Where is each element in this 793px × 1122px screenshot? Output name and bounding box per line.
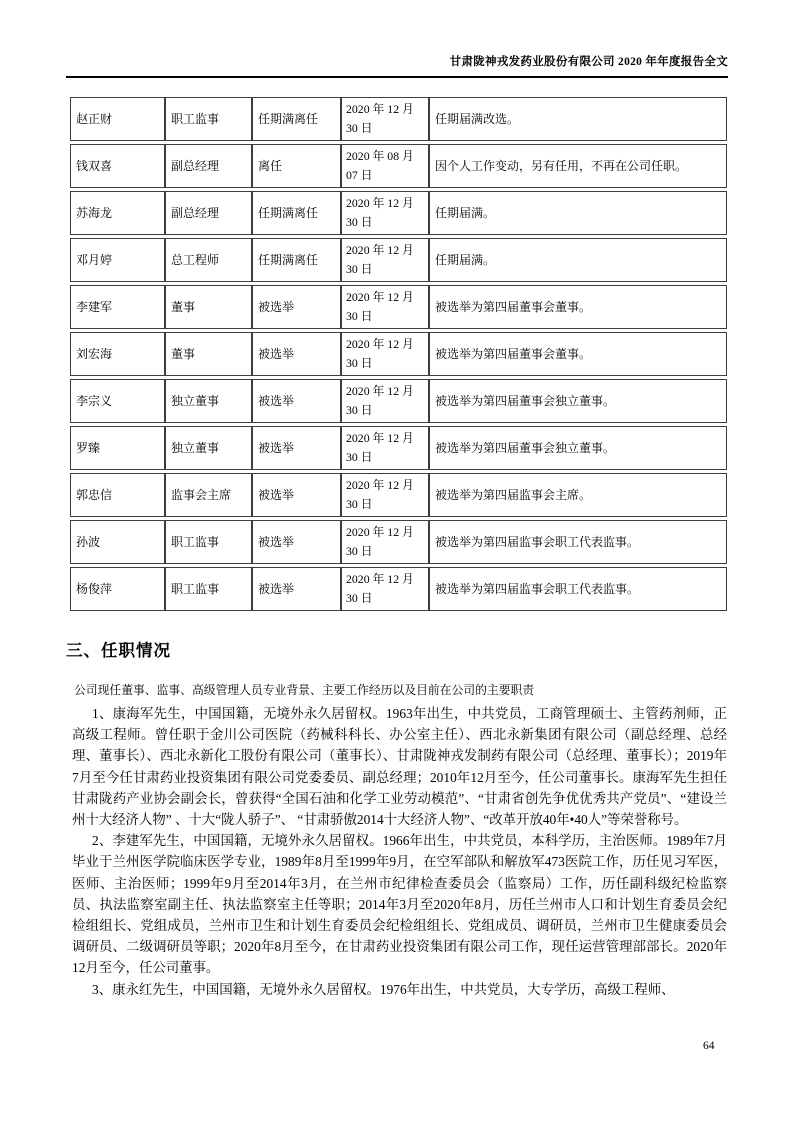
personnel-table-row: [70, 332, 727, 376]
header-rule: [66, 76, 728, 78]
cell-position: 职工监事: [165, 97, 252, 141]
personnel-table-row: [70, 426, 727, 470]
bio-paragraphs: [72, 703, 727, 1000]
cell-person-name: 李建军: [70, 285, 165, 329]
cell-reason: 被选举为第四届监事会职工代表监事。: [429, 567, 727, 611]
cell-change-type: 被选举: [252, 426, 341, 470]
cell-change-type: 被选举: [252, 473, 341, 517]
personnel-table-row: [70, 191, 727, 235]
cell-reason: 任期届满改选。: [429, 97, 727, 141]
cell-change-type: 任期满离任: [252, 238, 341, 282]
cell-person-name: 邓月婷: [70, 238, 165, 282]
cell-reason: 被选举为第四届董事会独立董事。: [429, 426, 727, 470]
personnel-table-row: [70, 520, 727, 564]
cell-reason: 被选举为第四届监事会主席。: [429, 473, 727, 517]
cell-change-type: 被选举: [252, 285, 341, 329]
cell-position: 监事会主席: [165, 473, 252, 517]
cell-date: 2020 年 12 月 30 日: [341, 379, 429, 423]
personnel-table-row: [70, 379, 727, 423]
cell-person-name: 郭忠信: [70, 473, 165, 517]
cell-person-name: 杨俊萍: [70, 567, 165, 611]
cell-change-type: 任期满离任: [252, 97, 341, 141]
cell-person-name: 孙波: [70, 520, 165, 564]
cell-date: 2020 年 12 月 30 日: [341, 426, 429, 470]
cell-date: 2020 年 12 月 30 日: [341, 191, 429, 235]
cell-person-name: 罗臻: [70, 426, 165, 470]
cell-change-type: 离任: [252, 144, 341, 188]
cell-change-type: 被选举: [252, 379, 341, 423]
cell-date: 2020 年 12 月 30 日: [341, 97, 429, 141]
cell-position: 独立董事: [165, 379, 252, 423]
cell-person-name: 李宗义: [70, 379, 165, 423]
cell-reason: 被选举为第四届董事会董事。: [429, 285, 727, 329]
cell-person-name: 钱双喜: [70, 144, 165, 188]
cell-reason: 被选举为第四届董事会董事。: [429, 332, 727, 376]
cell-reason: 被选举为第四届董事会独立董事。: [429, 379, 727, 423]
cell-person-name: 赵正财: [70, 97, 165, 141]
bio-paragraph: 3、康永红先生，中国国籍，无境外永久居留权。1976年出生，中共党员，大专学历，高级工程师、: [92, 981, 675, 997]
cell-date: 2020 年 08 月 07 日: [341, 144, 429, 188]
cell-date: 2020 年 12 月 30 日: [341, 285, 429, 329]
cell-reason: 任期届满。: [429, 238, 727, 282]
personnel-table-row: [70, 97, 727, 141]
personnel-table-row: [70, 144, 727, 188]
cell-reason: 被选举为第四届监事会职工代表监事。: [429, 520, 727, 564]
report-header: [66, 53, 728, 69]
cell-change-type: 任期满离任: [252, 191, 341, 235]
cell-position: 董事: [165, 332, 252, 376]
cell-position: 副总经理: [165, 144, 252, 188]
cell-date: 2020 年 12 月 30 日: [341, 332, 429, 376]
cell-date: 2020 年 12 月 30 日: [341, 520, 429, 564]
section-heading: 三、任职情况: [66, 641, 171, 660]
cell-position: 职工监事: [165, 567, 252, 611]
page-number: 64: [703, 1040, 715, 1052]
cell-position: 副总经理: [165, 191, 252, 235]
personnel-table-row: [70, 473, 727, 517]
cell-position: 职工监事: [165, 520, 252, 564]
cell-change-type: 被选举: [252, 332, 341, 376]
cell-position: 总工程师: [165, 238, 252, 282]
personnel-table-body: [70, 97, 727, 611]
report-header-title: 甘肃陇神戎发药业股份有限公司 2020 年年度报告全文: [449, 56, 728, 68]
personnel-table-row: [70, 567, 727, 611]
personnel-changes-table: [70, 94, 727, 614]
cell-position: 董事: [165, 285, 252, 329]
cell-date: 2020 年 12 月 30 日: [341, 567, 429, 611]
cell-date: 2020 年 12 月 30 日: [341, 238, 429, 282]
bio-paragraph: 2、李建军先生，中国国籍，无境外永久居留权。1966年出生，中共党员，本科学历，主治医师。1989年7月毕业于兰州医学院临床医学专业，1989年8月至1999年9月，在空军部队和解放军473医院工作，历任见习军医，医师、主治医师；1999年9月至2014年3月，在兰州市纪律检查委员会（监察局）工作，历任副科级纪检监察员、执法监察室副主任、执法监察室主任等职；2014年3月至2020年8月，历任兰州市人口和计划生育委员会纪检组组长、党组成员，兰州市卫生和计划生育委员会纪检组组长、党组成员、调研员，兰州市卫生健康委员会调研员、二级调研员等职；2020年8月至今，在甘肃药业投资集团有限公司工作，现任运营管理部部长。2020年12月至今，任公司董事。: [72, 833, 727, 976]
section-intro: 公司现任董事、监事、高级管理人员专业背景、主要工作经历以及目前在公司的主要职责: [74, 683, 535, 697]
cell-person-name: 刘宏海: [70, 332, 165, 376]
cell-change-type: 被选举: [252, 567, 341, 611]
cell-reason: 任期届满。: [429, 191, 727, 235]
cell-position: 独立董事: [165, 426, 252, 470]
cell-reason: 因个人工作变动，另有任用，不再在公司任职。: [429, 144, 727, 188]
cell-person-name: 苏海龙: [70, 191, 165, 235]
bio-paragraph: 1、康海军先生，中国国籍，无境外永久居留权。1963年出生，中共党员，工商管理硕士、主管药剂师，正高级工程师。曾任职于金川公司医院（药械科科长、办公室主任）、西北永新集团有限公司（副总经理、总经理、董事长）、西北永新化工股份有限公司（董事长）、甘肃陇神戎发制药有限公司（总经理、董事长）；2019年7月至今任甘肃药业投资集团有限公司党委委员、副总经理；2010年12月至今，任公司董事长。康海军先生担任甘肃陇药产业协会副会长，曾获得“全国石油和化学工业劳动模范”、“甘肃省创先争优优秀共产党员”、“建设兰州十大经济人物” 、十大“陇人骄子”、 “甘肃骄傲2014十大经济人物”、“改革开放40年•40人”等荣誉称号。: [72, 706, 727, 828]
personnel-table-row: [70, 238, 727, 282]
cell-change-type: 被选举: [252, 520, 341, 564]
cell-date: 2020 年 12 月 30 日: [341, 473, 429, 517]
personnel-table-row: [70, 285, 727, 329]
